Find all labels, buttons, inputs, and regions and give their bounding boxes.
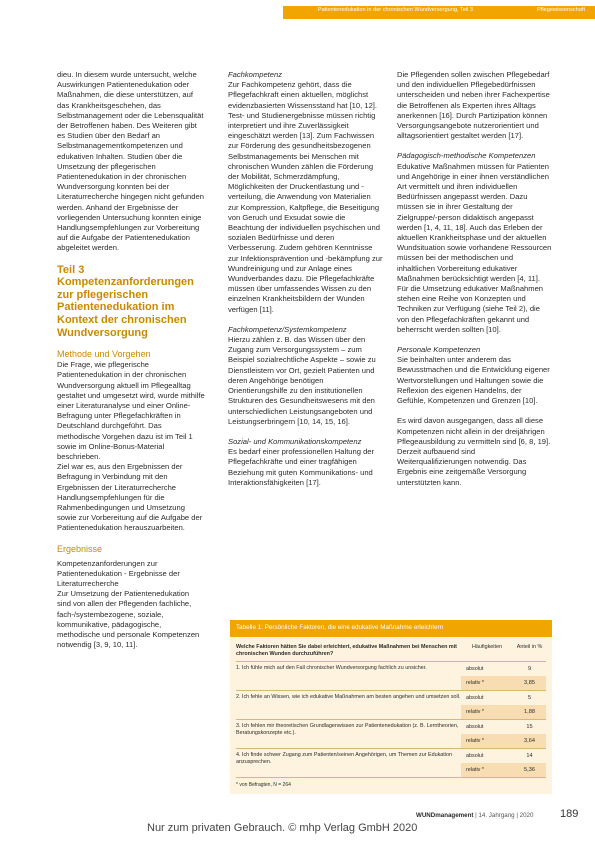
relative-label: relativ * <box>466 709 484 715</box>
relative-label: relativ * <box>466 680 484 686</box>
watermark: Nur zum privaten Gebrauch. © mhp Verlag GmbH 2020 <box>147 822 418 834</box>
absolute-value: 9 <box>527 666 532 672</box>
section-title: Teil 3 Kompetenzanforderungen zur pflegerischen Patientenedukation im Kontext der chronischen Wundversorgung <box>57 263 194 339</box>
absolute-value: 15 <box>526 724 533 730</box>
paragraph: Die Pflegenden sollen zwischen Pflegebedarf und den individuellen Pflegebedürfnissen unterscheiden und neben ihrer Fachexpertise die Betroffenen als Experten ihres Alltags anerkennen [16]. Durch Partizipation können Versorgungsangebote nutzerorientiert und alltagsorientiert gestaltet werden [17]. <box>397 70 550 141</box>
column-1 <box>57 70 205 651</box>
paragraph: Es wird davon ausgegangen, dass all diese Kompetenzen nicht allein in der dreijährigen Pflegeausbildung zu vermitteln sind [6, 8, 19]. Derzeit aufbauend sind Weiterqualifizierungen notwendig. Das Ergebnis eine zeitgemäße Versorgung unterstützten kann. <box>397 416 551 487</box>
absolute-label: absolut <box>466 724 484 730</box>
journal-year: 2020 <box>519 812 534 819</box>
methods-heading: Methode und Vorgehen <box>57 349 151 360</box>
header-question: Welche Faktoren hätten Sie dabei erleichtert, edukative Maßnahmen bei Menschen mit chronischen Wunden durchzuführen? <box>236 644 457 657</box>
paragraph: Edukative Maßnahmen müssen für Patienten und Angehörige in einer ihnen verständlichen Art vermittelt und ihren individuellen Bedürfnissen angepasst werden. Dazu müssen sie in ihrer Gestaltung der Zielgruppe/-person didaktisch angepasst werden [1, 4, 11, 18]. Auch das Erleben der aktuellen Krankheitsphase und der aktuellen Wundsituation sowie vorhandene Ressourcen müssen bei der methodischen und inhaltlichen Vorbereitung edukativer Maßnahmen berücksichtigt werden [4, 11]. Für die Umsetzung edukativer Maßnahmen stehen eine Reihe von Konzepten und Techniken zur Verfügung (siehe Teil 2), die von den Pflegefachkräften gekannt und beherrscht werden sollten [10]. <box>397 161 552 334</box>
absolute-value: 14 <box>526 753 533 759</box>
relative-value: 5,36 <box>524 767 535 773</box>
subheading: Personale Kompetenzen <box>397 345 481 355</box>
subheading: Pädagogisch-methodische Kompetenzen <box>397 151 536 161</box>
journal-issue: 14. Jahrgang <box>478 812 515 819</box>
table-row <box>236 691 546 720</box>
relative-value: 3,85 <box>524 680 535 686</box>
absolute-label: absolut <box>466 753 484 759</box>
journal-footer: WUNDmanagement | 14. Jahrgang | 2020 <box>416 812 534 819</box>
page-number: 189 <box>560 808 579 820</box>
journal-name: WUNDmanagement <box>416 812 474 819</box>
paragraph: Es bedarf einer professionellen Haltung der Pflegefachkräfte und einer tragfähigen Beziehung mit guten Kommunikations- und Interaktionsfähigkeiten [17]. <box>228 447 375 487</box>
table-body <box>230 637 552 794</box>
header-bar <box>283 6 595 19</box>
paragraph: dieu. In diesem wurde untersucht, welche Auswirkungen Patientenedukation oder Maßnahmen, die diese unterstützen, auf das Krankheitsgeschehen, das Selbstmanagement oder die Lebensqualität der Betroffenen haben. Des Weiteren gibt es Studien über den Bedarf an Selbstmanagementkompetenzen und edukativen Inhalten. Studien über die Umsetzung der pflegerischen Patientenedukation in der chronischen Wundversorgung konnten bei der Literaturrecherche hingegen nicht gefunden werden. Anhand der Ergebnisse der vorliegenden Untersuchung konnten einige Handlungsempfehlungen zur Vorbereitung auf die Aufgabe der Patientenedukation abgeleitet werden. <box>57 70 204 253</box>
paragraph: Zur Fachkompetenz gehört, dass die Pflegefachkraft einen aktuellen, möglichst evidenzbasierten Wissensstand hat [10, 12]. Test- und Studienergebnisse müssen richtig interpretiert und ihre Zuverlässigkeit eingeschätzt werden [13]. Zum Fachwissen zur Förderung des gesundheitsbezogenen Selbstmanagements bei Menschen mit chronischen Wunden zählen die Förderung der Mobilität, Schmerzdämpfung, Möglichkeiten der Druckentlastung und -verteilung, die Anwendung von Materialien zur Kompression, Kaltpflege, die Beseitigung von Geruch und Exsudat sowie die Beachtung der individuellen psychischen und sozialen Bedürfnisse und deren Verbesserung. Zudem gehören Kenntnisse zur Infektionsprävention und -bekämpfung zur Wundreinigung und zur Anlage eines Wundverbandes dazu. Die Pflegefachkräfte müssen über umfassendes Wissen zu den einzelnen Krankheitsbildern der Wunden verfügen [11]. <box>228 80 383 314</box>
header-frequency: Häufigkeiten <box>472 644 502 650</box>
header-percent: Anteil in % <box>516 644 543 650</box>
relative-label: relativ * <box>466 767 484 773</box>
results-subheading: Kompetenzanforderungen zur Patientenedukation - Ergebnisse der Literaturrecherche <box>57 558 180 589</box>
subheading: Fachkompetenz <box>228 70 283 79</box>
row-text: 4. Ich finde schwer Zugang zum Patienten/seinen Angehörigen, um Themen zur Edukation anzusprechen. <box>236 752 452 765</box>
table-footnote: * von Befragten, N = 264 <box>236 782 291 788</box>
row-text: 3. Ich fehlen mir theoretischen Grundlagenwissen zur Patientenedukation (z. B. Lerntheorien, Beratungskonzepte etc.). <box>236 723 459 736</box>
absolute-label: absolut <box>466 666 484 672</box>
table-1 <box>230 620 552 794</box>
paragraph: Ziel war es, aus den Ergebnissen der Befragung in Verbindung mit den Ergebnissen der Literaturrecherche Handlungsempfehlungen für die Rahmenbedingungen und Umsetzung sowie zur Vorbereitung auf die Aufgabe der Patientenedukation herauszuarbeiten. <box>57 462 203 533</box>
table-row <box>236 720 546 749</box>
table-row <box>236 662 546 691</box>
results-heading: Ergebnisse <box>57 543 103 554</box>
table-header <box>236 641 546 662</box>
paragraph: Hierzu zählen z. B. das Wissen über den Zugang zum Versorgungssystem – zum Beispiel sozialrechtliche Aspekte – sowie zu Dienstleistern vor Ort, gezielt Patienten und deren Angehörige benötigen Orientierungshilfe zu den institutionellen Strukturen des Gesundheitswesens mit den unterschiedlichen Leistungsangeboten und Leistungserbringern [10, 14, 15, 16]. <box>228 335 376 426</box>
paragraph: Die Frage, wie pflegerische Patientenedukation in der chronischen Wundversorgung aktuell im Pflegealltag gestaltet und umgesetzt wird, wurde mithilfe einer Literaturanalyse und einer Online-Befragung unter Pflegefachkräften in Deutschland durchgeführt. Das methodische Vorgehen dazu ist im Teil 1 sowie im Online-Bonus-Material beschrieben. <box>57 360 205 462</box>
relative-label: relativ * <box>466 738 484 744</box>
row-text: 1. Ich fühle mich auf den Fall chronischer Wundversorgung fachlich zu unsicher. <box>236 665 427 671</box>
column-2 <box>228 70 383 488</box>
running-title: Patientenedukation in der chronischen Wundversorgung, Teil 3 <box>317 7 473 13</box>
table-row <box>236 749 546 778</box>
absolute-value: 5 <box>527 695 532 701</box>
relative-value: 1,88 <box>524 709 535 715</box>
column-3 <box>397 70 552 488</box>
subheading: Fachkompetenz/Systemkompetenz <box>228 324 347 334</box>
paragraph: Sie beinhalten unter anderem das Bewusstmachen und die Entwicklung eigener Wertvorstellungen und Haltungen sowie die Reflexion des eigenen Handelns, der Gefühle, Kompetenzen und Grenzen [10]. <box>397 355 550 406</box>
absolute-label: absolut <box>466 695 484 701</box>
section-label: Pflegewissenschaft <box>537 7 585 13</box>
table-title: Tabelle 1: Persönliche Faktoren, die eine edukative Maßnahme erleichtern <box>230 620 552 637</box>
subheading: Sozial- und Kommunikationskompetenz <box>228 436 362 446</box>
row-text: 2. Ich fehle an Wissen, wie ich edukative Maßnahmen am besten angehen und umsetzen soll. <box>236 694 461 700</box>
paragraph: Zur Umsetzung der Patientenedukation sind von allen der Pflegenden fachliche, fach-/systembezogene, soziale, kommunikative, pädagogische, methodische und personale Kompetenzen notwendig [3, 9, 10, 11]. <box>57 589 200 650</box>
relative-value: 3,64 <box>524 738 535 744</box>
